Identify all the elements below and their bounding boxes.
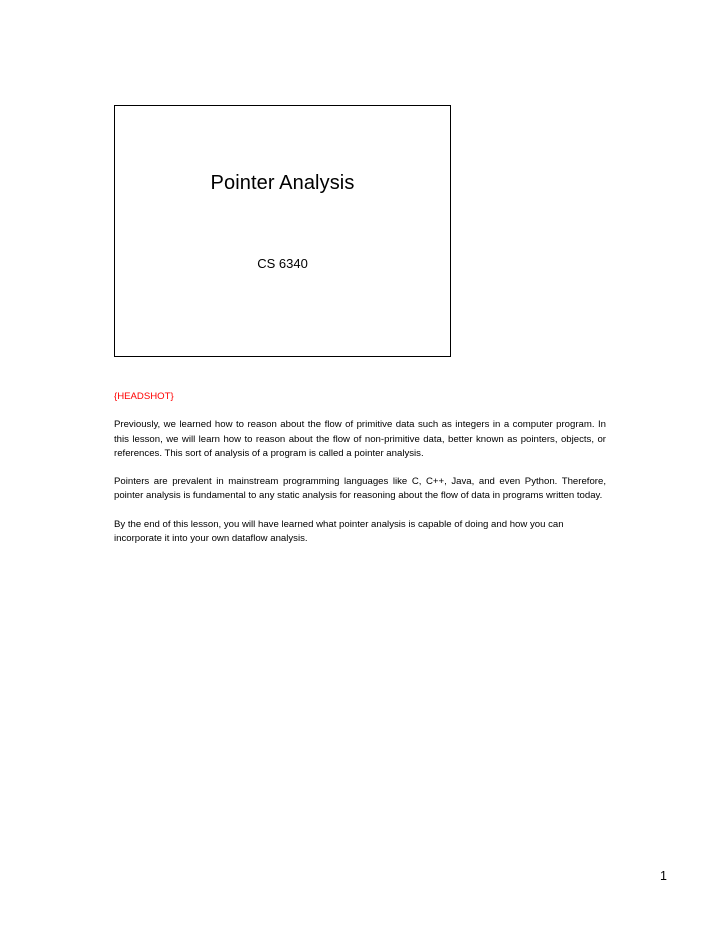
- page-number: 1: [660, 869, 667, 883]
- speaker-notes: [114, 390, 606, 560]
- headshot-marker: {HEADSHOT}: [114, 391, 174, 402]
- notes-paragraph: Previously, we learned how to reason about the flow of primitive data such as integers in a computer program. In this lesson, we will learn how to reason about the flow of non-primitive data, better known as pointers, objects, or references. This sort of analysis of a program is called a pointer analysis.: [114, 419, 606, 459]
- slide-title: Pointer Analysis: [210, 172, 355, 194]
- slide-subtitle: CS 6340: [257, 256, 308, 271]
- slide-thumbnail: [114, 105, 451, 357]
- notes-paragraph: By the end of this lesson, you will have learned what pointer analysis is capable of doing and how you can incorporate it into your own dataflow analysis.: [114, 518, 564, 545]
- notes-paragraph: Pointers are prevalent in mainstream programming languages like C, C++, Java, and even Python. Therefore, pointer analysis is fundamental to any static analysis for reasoning about the flow of data in programs written today.: [114, 476, 606, 502]
